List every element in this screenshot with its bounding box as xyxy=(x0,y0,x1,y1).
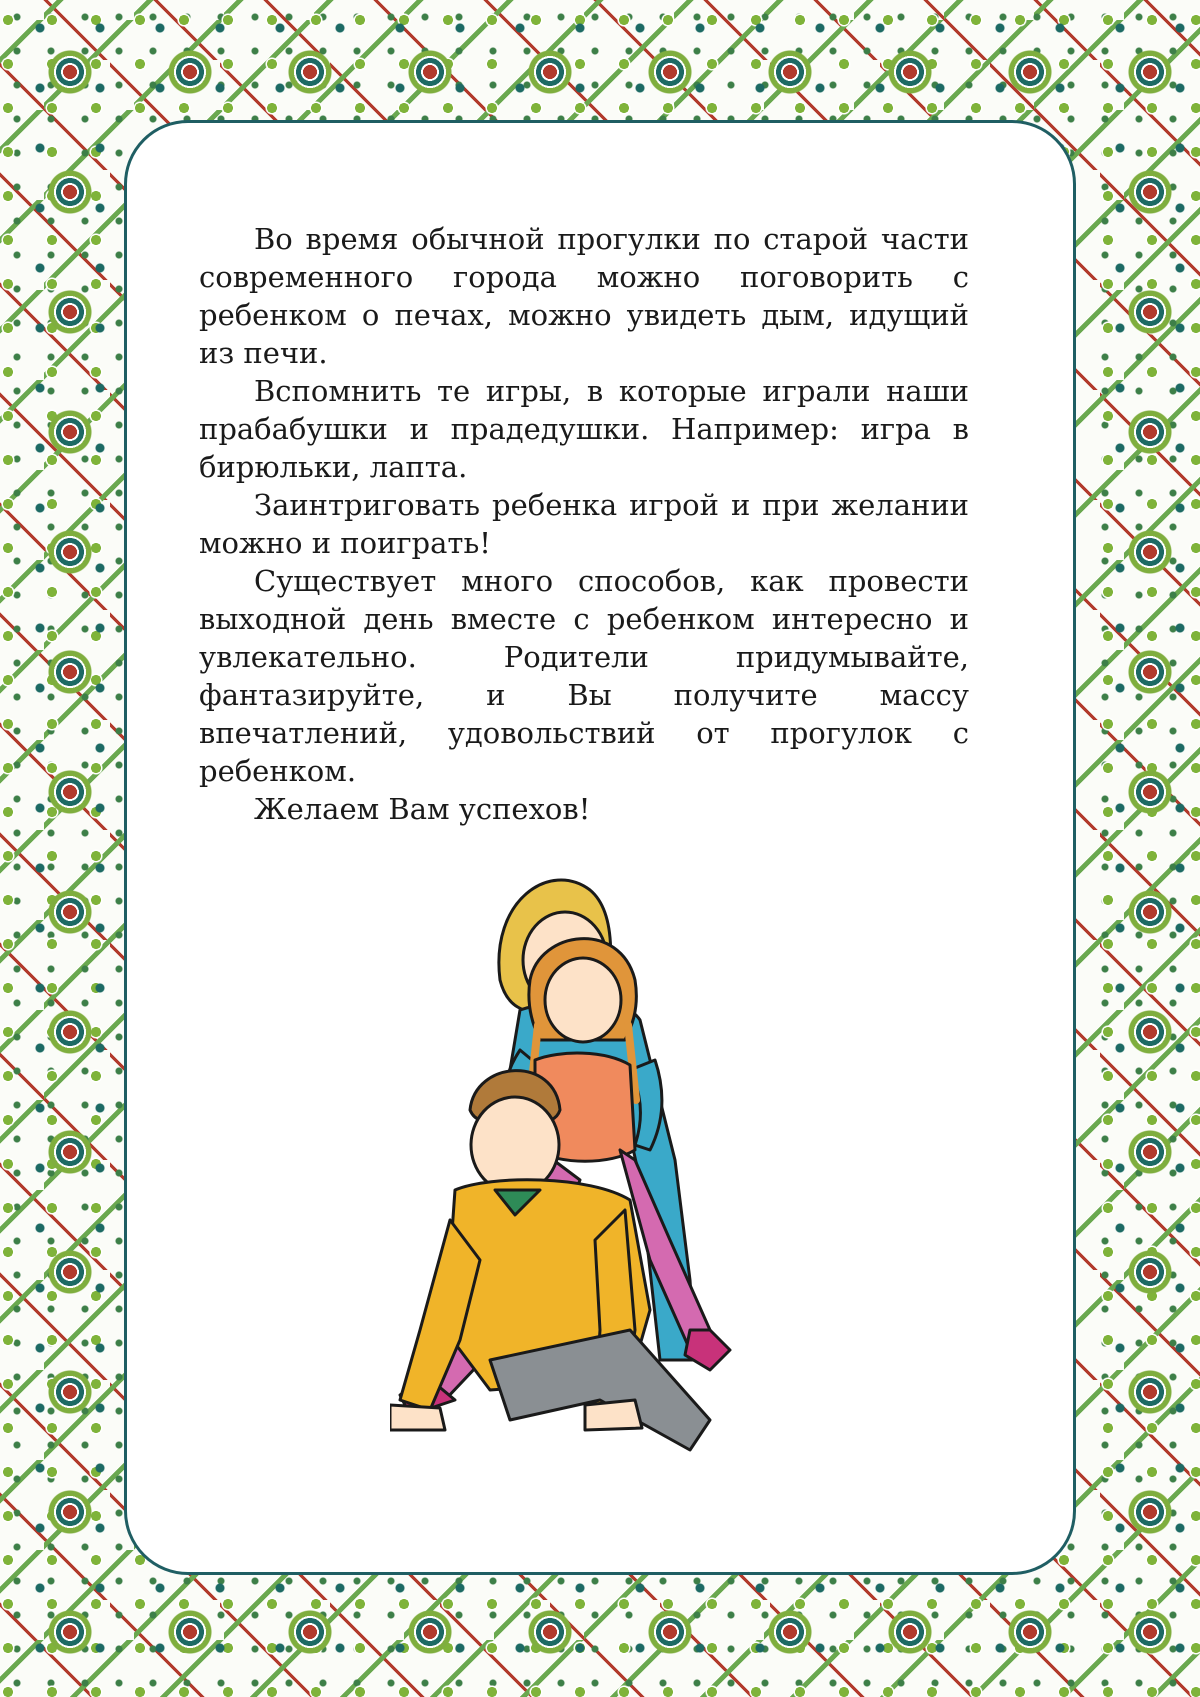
paragraph-walk: Во время обычной прогулки по старой части современного города можно поговорить с ребенком о печах, можно увидеть дым, идущий из печи. xyxy=(199,222,969,370)
family-illustration xyxy=(390,860,810,1540)
paragraph-games: Вспомнить те игры, в которые играли наши прабабушки и прадедушки. Например: игра в бирюльки, лапта. xyxy=(199,374,969,484)
article-text xyxy=(199,220,969,828)
paragraph-wishes: Желаем Вам успехов! xyxy=(254,792,591,826)
daughter-right-shoe xyxy=(685,1330,730,1370)
paragraph-intrigue: Заинтриговать ребенка игрой и при желании можно и поиграть! xyxy=(199,488,969,560)
father-right-hand xyxy=(585,1400,642,1430)
daughter-face xyxy=(545,958,621,1042)
paragraph-weekend: Существует много способов, как провести выходной день вместе с ребенком интересно и увлекательно. Родители придумывайте, фантазируйте, и Вы получите массу впечатлений, удовольствий от прогулок с ребенком. xyxy=(199,564,969,788)
father-left-hand xyxy=(390,1405,445,1430)
